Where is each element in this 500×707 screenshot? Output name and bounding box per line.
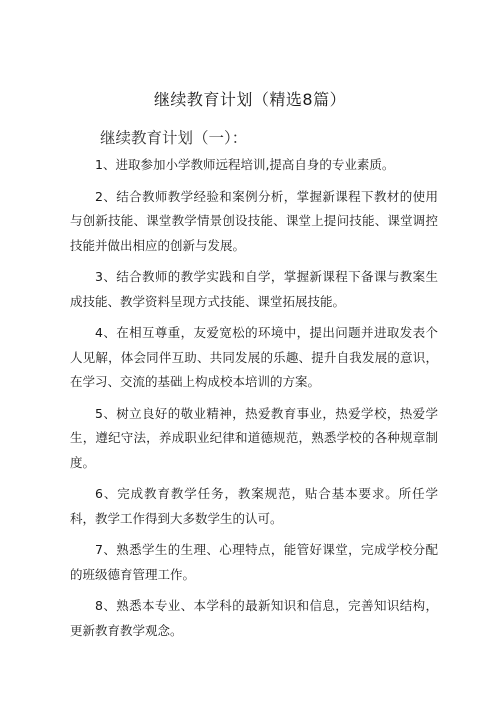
paragraph: 6、完成教育教学任务，教案规范，贴合基本要求。所任学科，教学工作得到大多数学生的认可。 bbox=[70, 486, 438, 526]
paragraph-list bbox=[70, 153, 438, 650]
paragraph: 7、熟悉学生的生理、心理特点，能管好课堂，完成学校分配的班级德育管理工作。 bbox=[70, 542, 438, 582]
paragraph: 1、进取参加小学教师远程培训,提高自身的专业素质。 bbox=[95, 157, 395, 172]
paragraph: 4、在相互尊重，友爱宽松的环境中，提出问题并进取发表个人见解，体会同伴互助、共同发展的乐趣、提升自我发展的意识，在学习、交流的基础上构成校本培训的方案。 bbox=[70, 325, 438, 389]
paragraph: 5、树立良好的敬业精神，热爱教育事业，热爱学校，热爱学生，遵纪守法，养成职业纪律和道德规范，熟悉学校的各种规章制度。 bbox=[70, 405, 438, 470]
paragraph: 2、结合教师教学经验和案例分析，掌握新课程下教材的使用与创新技能、课堂教学情景创设技能、课堂上提问技能、课堂调控技能并做出相应的创新与发展。 bbox=[70, 188, 438, 253]
paragraph: 8、熟悉本专业、本学科的最新知识和信息，完善知识结构，更新教育教学观念。 bbox=[70, 598, 438, 638]
document-title: 继续教育计划（精选8篇） bbox=[153, 90, 347, 109]
paragraph: 3、结合教师的教学实践和自学，掌握新课程下备课与教案生成技能、教学资料呈现方式技能、课堂拓展技能。 bbox=[70, 269, 438, 309]
section-heading: 继续教育计划（一）： bbox=[100, 129, 248, 147]
